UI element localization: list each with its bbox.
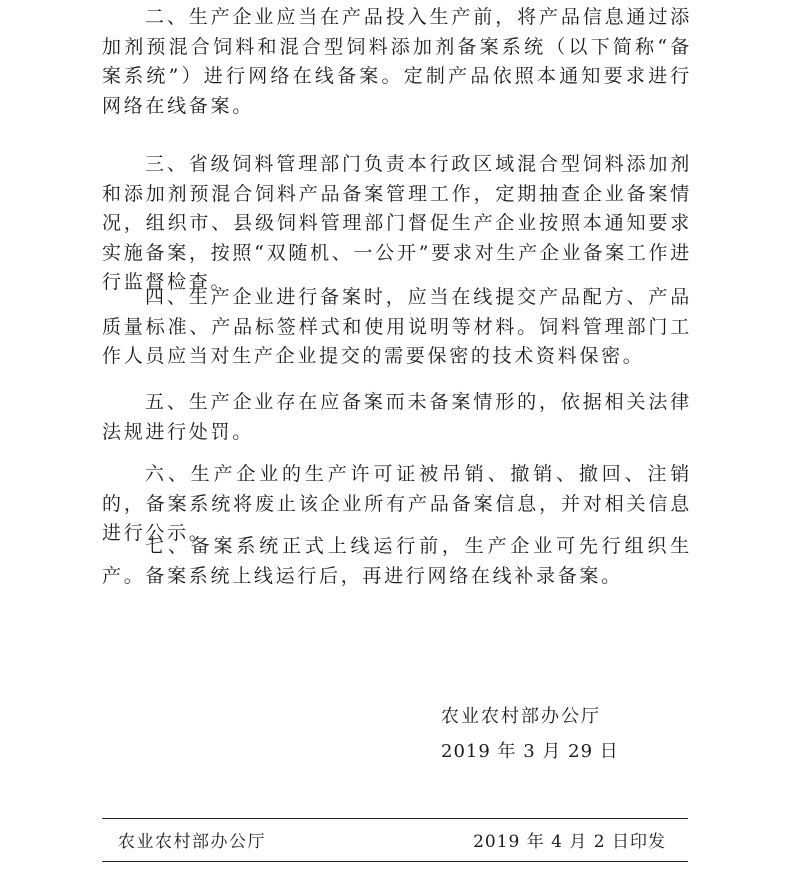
paragraph-item-2: 二、生产企业应当在产品投入生产前，将产品信息通过添加剂预混合饲料和混合型饲料添加剂备案系统（以下简称“备案系统”）进行网络在线备案。定制产品依照本通知要求进行网络在线备案。 — [102, 6, 692, 117]
signature-organization: 农业农村部办公厅 — [441, 706, 601, 727]
paragraph-item-5: 五、生产企业存在应备案而未备案情形的，依据相关法律法规进行处罚。 — [102, 391, 692, 443]
footer-print-date: 2019 年 4 月 2 日印发 — [473, 832, 666, 852]
paragraph-item-4: 四、生产企业进行备案时，应当在线提交产品配方、产品质量标准、产品标签样式和使用说明等材料。饲料管理部门工作人员应当对生产企业提交的需要保密的技术资料保密。 — [102, 286, 692, 367]
signature-date: 2019 年 3 月 29 日 — [441, 741, 619, 762]
footer-issuer: 农业农村部办公厅 — [118, 832, 266, 852]
paragraph-item-6: 六、生产企业的生产许可证被吊销、撤销、撤回、注销的，备案系统将废止该企业所有产品备案信息，并对相关信息进行公示。 — [102, 463, 692, 544]
footer-top-rule — [102, 818, 688, 819]
footer-bottom-rule — [102, 861, 688, 862]
paragraph-item-3: 三、省级饲料管理部门负责本行政区域混合型饲料添加剂和添加剂预混合饲料产品备案管理工作，定期抽查企业备案情况，组织市、县级饲料管理部门督促生产企业按照本通知要求实施备案，按照“双随机、一公开”要求对生产企业备案工作进行监督检查。 — [102, 153, 692, 293]
paragraph-item-7: 七、备案系统正式上线运行前，生产企业可先行组织生产。备案系统上线运行后，再进行网络在线补录备案。 — [102, 535, 692, 587]
